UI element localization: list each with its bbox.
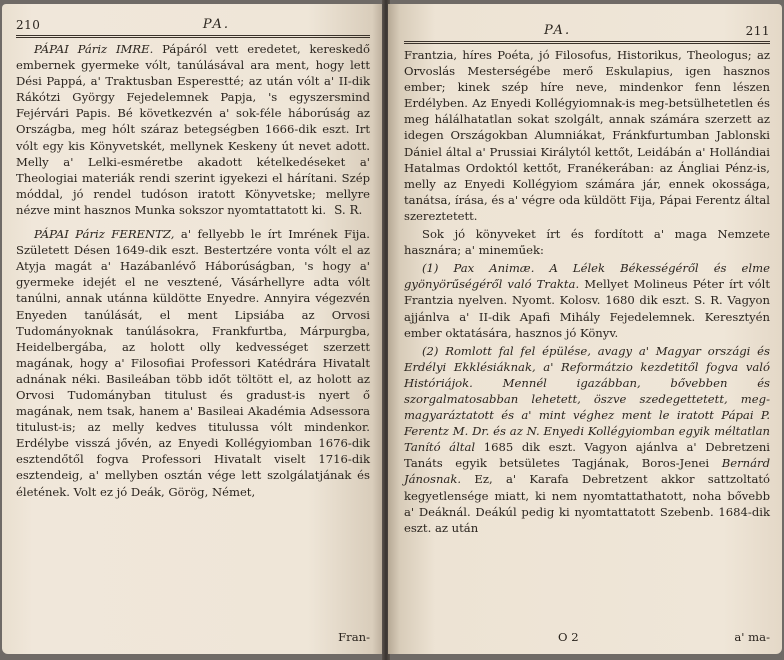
entry-papai-ferentz [16, 226, 370, 500]
entry-body: Pápáról vett eredetet, kereskedő embernek gyermeke vólt, tanúlásával ara ment, hogy lett Dési Pappá, a' Traktusban Esperestté; az után vólt a' II-dik Rákótzi György Fejedelemnek Papja, 's egyszersmind Fejérvári Papis. Bé következvén a' sok-féle háborúság az Országba, meg hólt száraz betegségben 1666-dik eszt. Irt vólt egy kis Könyvetskét, mellynek Keskeny út nevet adott. Melly a' Lelki-esméretbe akadott kételkedéseket a' Theologiai materiák rendi szerint igyekezi el hárítani. Szép móddal, jó rendel tudóson iratott Könyvetske; mellyre nézve mint hasznos Munka sokszor nyomtattatott ki. [16, 42, 371, 217]
work-description-tail: Ez, a' Karafa Debretzent akkor sattzoltató kegyetlensége miatt, ki nem nyomtattathatott, noha bővebb a' Deáknál. Deákúl pedig ki nyomtattatott Szebenb. 1684-dik eszt. az után [404, 472, 770, 535]
dedicatee-name: Bernárd Jánosnak. [404, 456, 771, 487]
entry-signature: S. R. [334, 202, 363, 217]
works-intro: Sok jó könyveket írt és fordított a' maga Nemzete hasznára; a' mineműek: [404, 227, 770, 258]
page-footer [558, 630, 770, 644]
header-rule [16, 35, 370, 38]
entry-body: a' fellyebb le írt Imrének Fija. Született Désen 1649-dik eszt. Bestertzére vonta vólt el az Atyja magát a' Hazábanlévő Háborúságban, 's hogy a' gyermeke idejét el ne vesztené, Vásárhellyre adta vólt tanúlni, annak utánna küldötte Enyedre. Annyira végezvén Enyeden tanúlását, el ment Lipsiába az Orvosi Tudományoknak tanúlásokra, Frankfurtba, Márpurgba, Heidelbergába, az holott olly kedvességet szerzett magának, hogy a' Filosofiai Professori Katédrára Hivatalt adnának néki. Basileában több időt töltött el, az holott az Orvosi Tudományban titulust és gradust-is nyert ő magának, nem tsak, hanem a' Basileai Akadémia Adsessora titulust-is; az melly kedves titulussa vólt mindenkor. Erdélybe visszá jővén, az Enyedi Kollégyiomban 1676-dik esztendőtől fogva Professori Hivatalt viselt 1716-dik esztendeig, a' mellyben osztán vége lett szolgálatjának és életének. Volt ez jó Deák, Görög, Német, [16, 227, 370, 499]
entry-heading: PÁPAI Páriz FERENTZ, [34, 227, 175, 242]
signature-mark: O 2 [558, 630, 579, 644]
right-page [388, 4, 782, 654]
work-title: (1) Pax Animæ. A Lélek Békességéről és elme gyönyörűségéről való Trakta. [404, 261, 770, 292]
catchword: a' ma- [734, 630, 770, 644]
running-head: PA. [202, 17, 230, 32]
entry-continuation: Frantzia, híres Poéta, jó Filosofus, Historikus, Theologus; az Orvoslás Mesterségébe merő Eskulapius, igen hasznos ember; kinek szép híre neve, mindenkor fenn lészen Erdélyben. Az Enyedi Kollégyiomnak-is meg-betsülhetetlen és meg hálálhatatlan sokat szolgált, annak számára szerzett az idegen Országokban Alumniákat, Fránkfurtumban Jablonski Dániel által a' Prussiai Királytól kettőt, Leidábán a' Hollándiai Hatalmas Ordoktól kettőt, Franékerában: az Ángliai Pénz-is, melly az Enyedi Kollégyiom számára jár, ennek okossága, tanátsa, írása, és a' végre oda küldött Fija, Pápai Ferentz által szereztetett. [404, 48, 770, 223]
left-page [2, 4, 384, 654]
work-item-2 [404, 343, 770, 536]
entry-papai-imre [16, 41, 370, 218]
right-page-header [404, 24, 770, 40]
work-title: (2) Romlott fal fel épülése, avagy a' Magyar országi és Erdélyi Ekklésiáknak, a' Reformátzio kezdetitől fogva való Históriájok. [404, 343, 770, 390]
work-description: Mellyet Molineus Péter írt vólt Frantzia nyelven. Nyomt. Kolosv. 1680 dik eszt. S. R. Vagyon ajjánlva a' II-dik Apafi Mihály Fejedelemnek. Keresztyén ember oktatására, hasznos jó Könyv. [404, 277, 771, 340]
left-page-text [16, 41, 370, 500]
header-rule [404, 41, 770, 44]
right-page-text [404, 47, 770, 536]
page-number: 211 [745, 24, 770, 38]
work-subtitle: Mennél igazábban, bővebben és szorgalmatosabban lehetett, öszve szedegettetett, meg-magyaráztatott és a' mint véghez ment le iratott Pápai P. Ferentz M. Dr. és az N. Enyedi Kollégyiomban egyik méltatlan Tanító által [404, 375, 771, 455]
work-description: 1685 dik eszt. Vagyon ajánlva a' Debretzeni Tanáts egyik betsületes Tagjának, Boros-Jenei [404, 440, 770, 471]
entry-heading: PÁPAI Páriz IMRE. [34, 42, 154, 56]
page-number: 210 [16, 18, 41, 32]
left-page-header [16, 18, 370, 34]
catchword: Fran- [338, 630, 370, 644]
work-item-1 [404, 260, 770, 340]
running-head: PA. [544, 23, 572, 38]
